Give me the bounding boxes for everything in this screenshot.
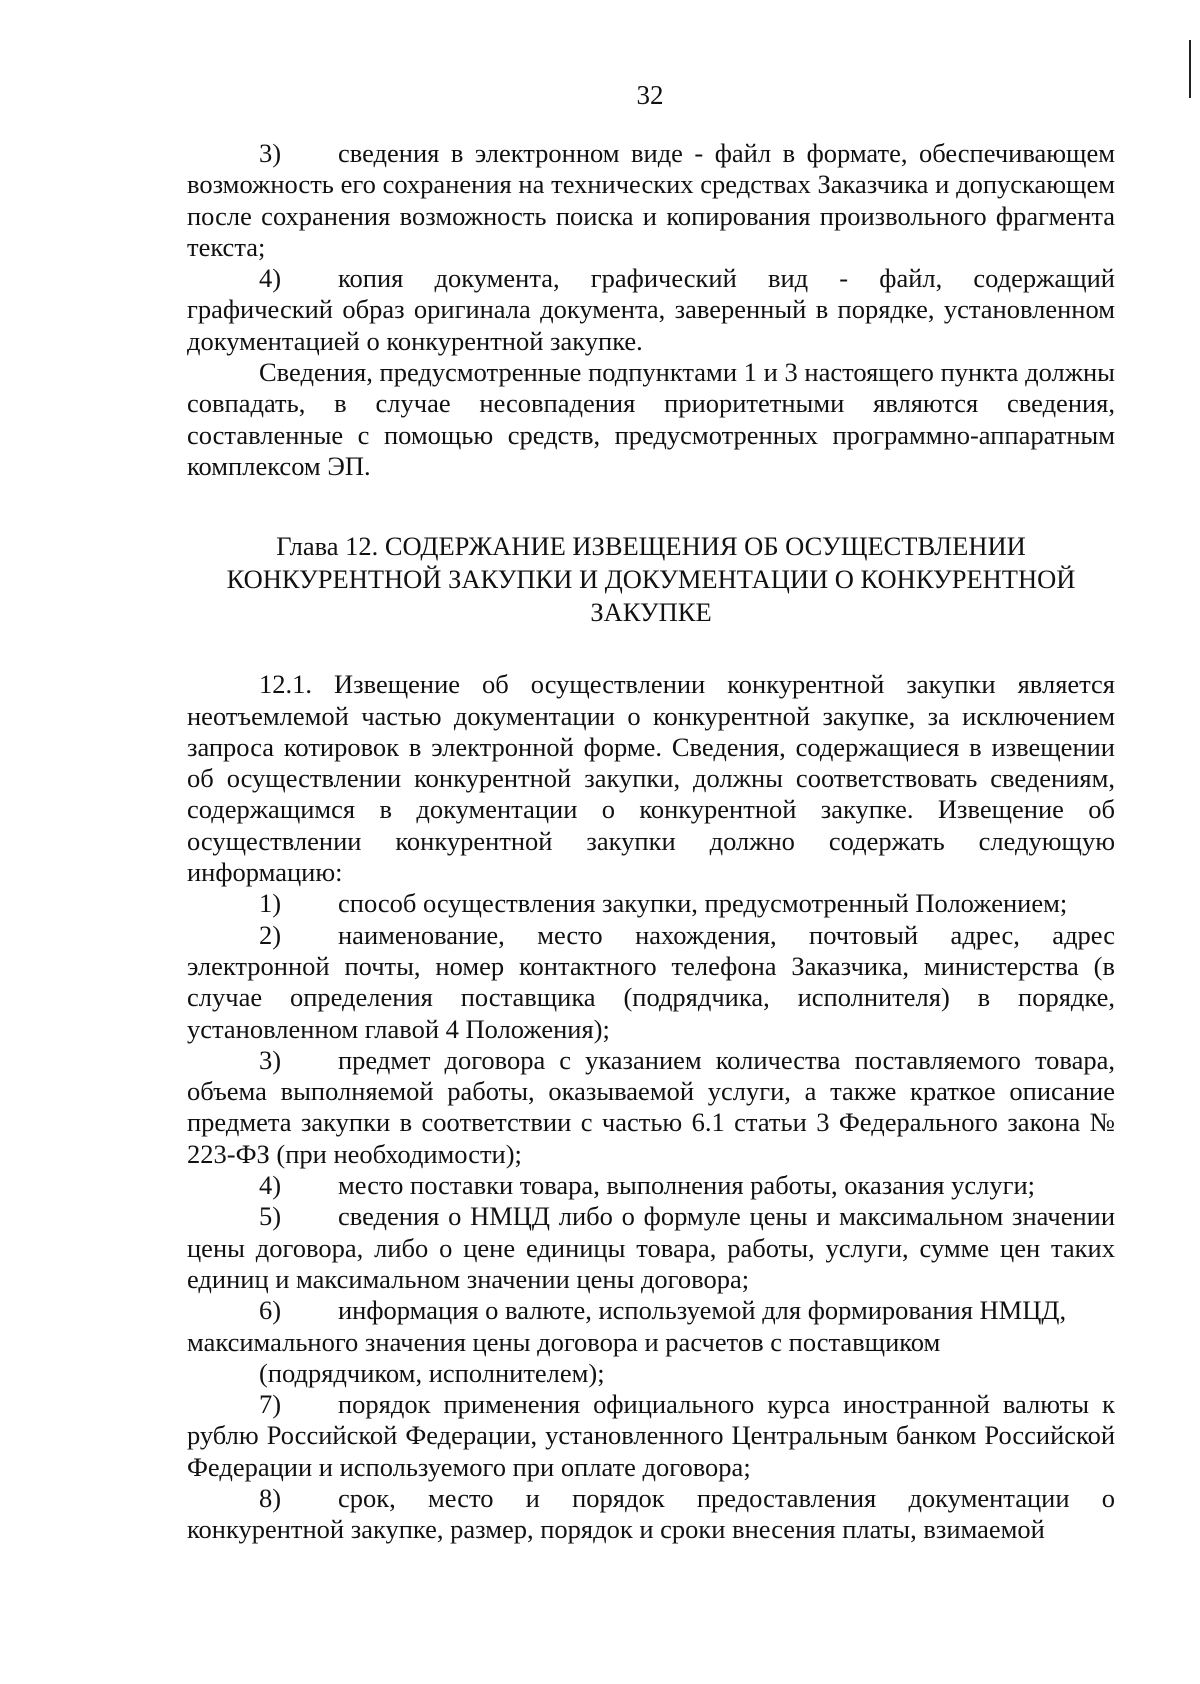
page-number: 32: [636, 80, 664, 110]
list-item-number: 6): [259, 1295, 282, 1326]
list-item: [187, 1389, 1115, 1483]
list-item-number: 8): [259, 1482, 282, 1513]
list-item: [187, 920, 1115, 1045]
list-item-number: 1): [259, 888, 282, 919]
list-item: [187, 263, 1115, 357]
list-item-text: порядок применения официального курса иностранной валюты к рублю Российской Федерации, установленного Центральным банком Российской Федерации и используемого при оплате договора;: [187, 1389, 1115, 1482]
list-item: [187, 1170, 1115, 1201]
list-item-number: 3): [259, 138, 282, 168]
list-item-continuation: (подрядчиком, исполнителем);: [259, 1357, 605, 1388]
note-paragraph: Сведения, предусмотренные подпунктами 1 и 3 настоящего пункта должны совпадать, в случае несовпадения приоритетными являются сведения, составленные с помощью средств, предусмотренных программно-аппаратным комплексом ЭП.: [187, 357, 1115, 481]
paragraph-12-1: 12.1. Извещение об осуществлении конкурентной закупки является неотъемлемой частью документации о конкурентной закупке, за исключением запроса котировок в электронной форме. Сведения, содержащиеся в извещении об осуществлении конкурентной закупки, должны соответствовать сведениям, содержащимся в документации о конкурентной закупке. Извещение об осуществлении конкурентной закупки должно содержать следующую информацию:: [187, 669, 1115, 888]
chapter-heading: [187, 530, 1115, 629]
list-item-text: срок, место и порядок предоставления документации о конкурентной закупке, размер, порядок и сроки внесения платы, взимаемой: [187, 1482, 1115, 1545]
chapter-heading-line: ЗАКУПКЕ: [590, 597, 712, 628]
document-body: [187, 138, 1115, 1546]
list-item-text: способ осуществления закупки, предусмотренный Положением;: [338, 888, 1068, 919]
list-item-text: сведения о НМЦД либо о формуле цены и максимальном значении цены договора, либо о цене единицы товара, работы, услуги, сумме цен таких единиц и максимальном значении цены договора;: [187, 1201, 1115, 1294]
list-item-number: 4): [259, 1170, 282, 1201]
list-item: [187, 888, 1115, 919]
list-item-number: 7): [259, 1389, 282, 1420]
chapter-heading-line: КОНКУРЕНТНОЙ ЗАКУПКИ И ДОКУМЕНТАЦИИ О КОНКУРЕНТНОЙ: [226, 564, 1076, 595]
chapter-heading-line: Глава 12. СОДЕРЖАНИЕ ИЗВЕЩЕНИЯ ОБ ОСУЩЕСТВЛЕНИИ: [276, 531, 1026, 562]
list-item-number: 5): [259, 1201, 282, 1232]
list-item-text: предмет договора с указанием количества поставляемого товара, объема выполняемой работы, оказываемой услуги, а также краткое описание предмета закупки в соответствии с частью 6.1 статьи 3 Федерального закона № 223-ФЗ (при необходимости);: [187, 1044, 1115, 1169]
list-item-text: копия документа, графический вид - файл, содержащий графический образ оригинала документа, заверенный в порядке, установленном документацией о конкурентной закупке.: [187, 263, 1115, 356]
list-item-text: наименование, место нахождения, почтовый адрес, адрес электронной почты, номер контактного телефона Заказчика, министерства (в случае определения поставщика (подрядчика, исполнителя) в порядке, установленном главой 4 Положения);: [187, 919, 1115, 1044]
list-item: [187, 1295, 1115, 1358]
list-item: [187, 1045, 1115, 1170]
list-item-text: сведения в электронном виде - файл в формате, обеспечивающем возможность его сохранения на технических средствах Заказчика и допускающем после сохранения возможность поиска и копирования произвольного фрагмента текста;: [187, 138, 1115, 262]
list-item-text: информация о валюте, используемой для формирования НМЦД, максимального значения цены договора и расчетов с поставщиком: [187, 1295, 1067, 1357]
list-item: [187, 138, 1115, 263]
list-item-text: место поставки товара, выполнения работы, оказания услуги;: [338, 1170, 1036, 1201]
list-item: [187, 1201, 1115, 1295]
list-item-number: 4): [259, 263, 282, 294]
list-item-number: 2): [259, 919, 282, 950]
list-item: [187, 1483, 1115, 1546]
list-item-number: 3): [259, 1044, 282, 1075]
